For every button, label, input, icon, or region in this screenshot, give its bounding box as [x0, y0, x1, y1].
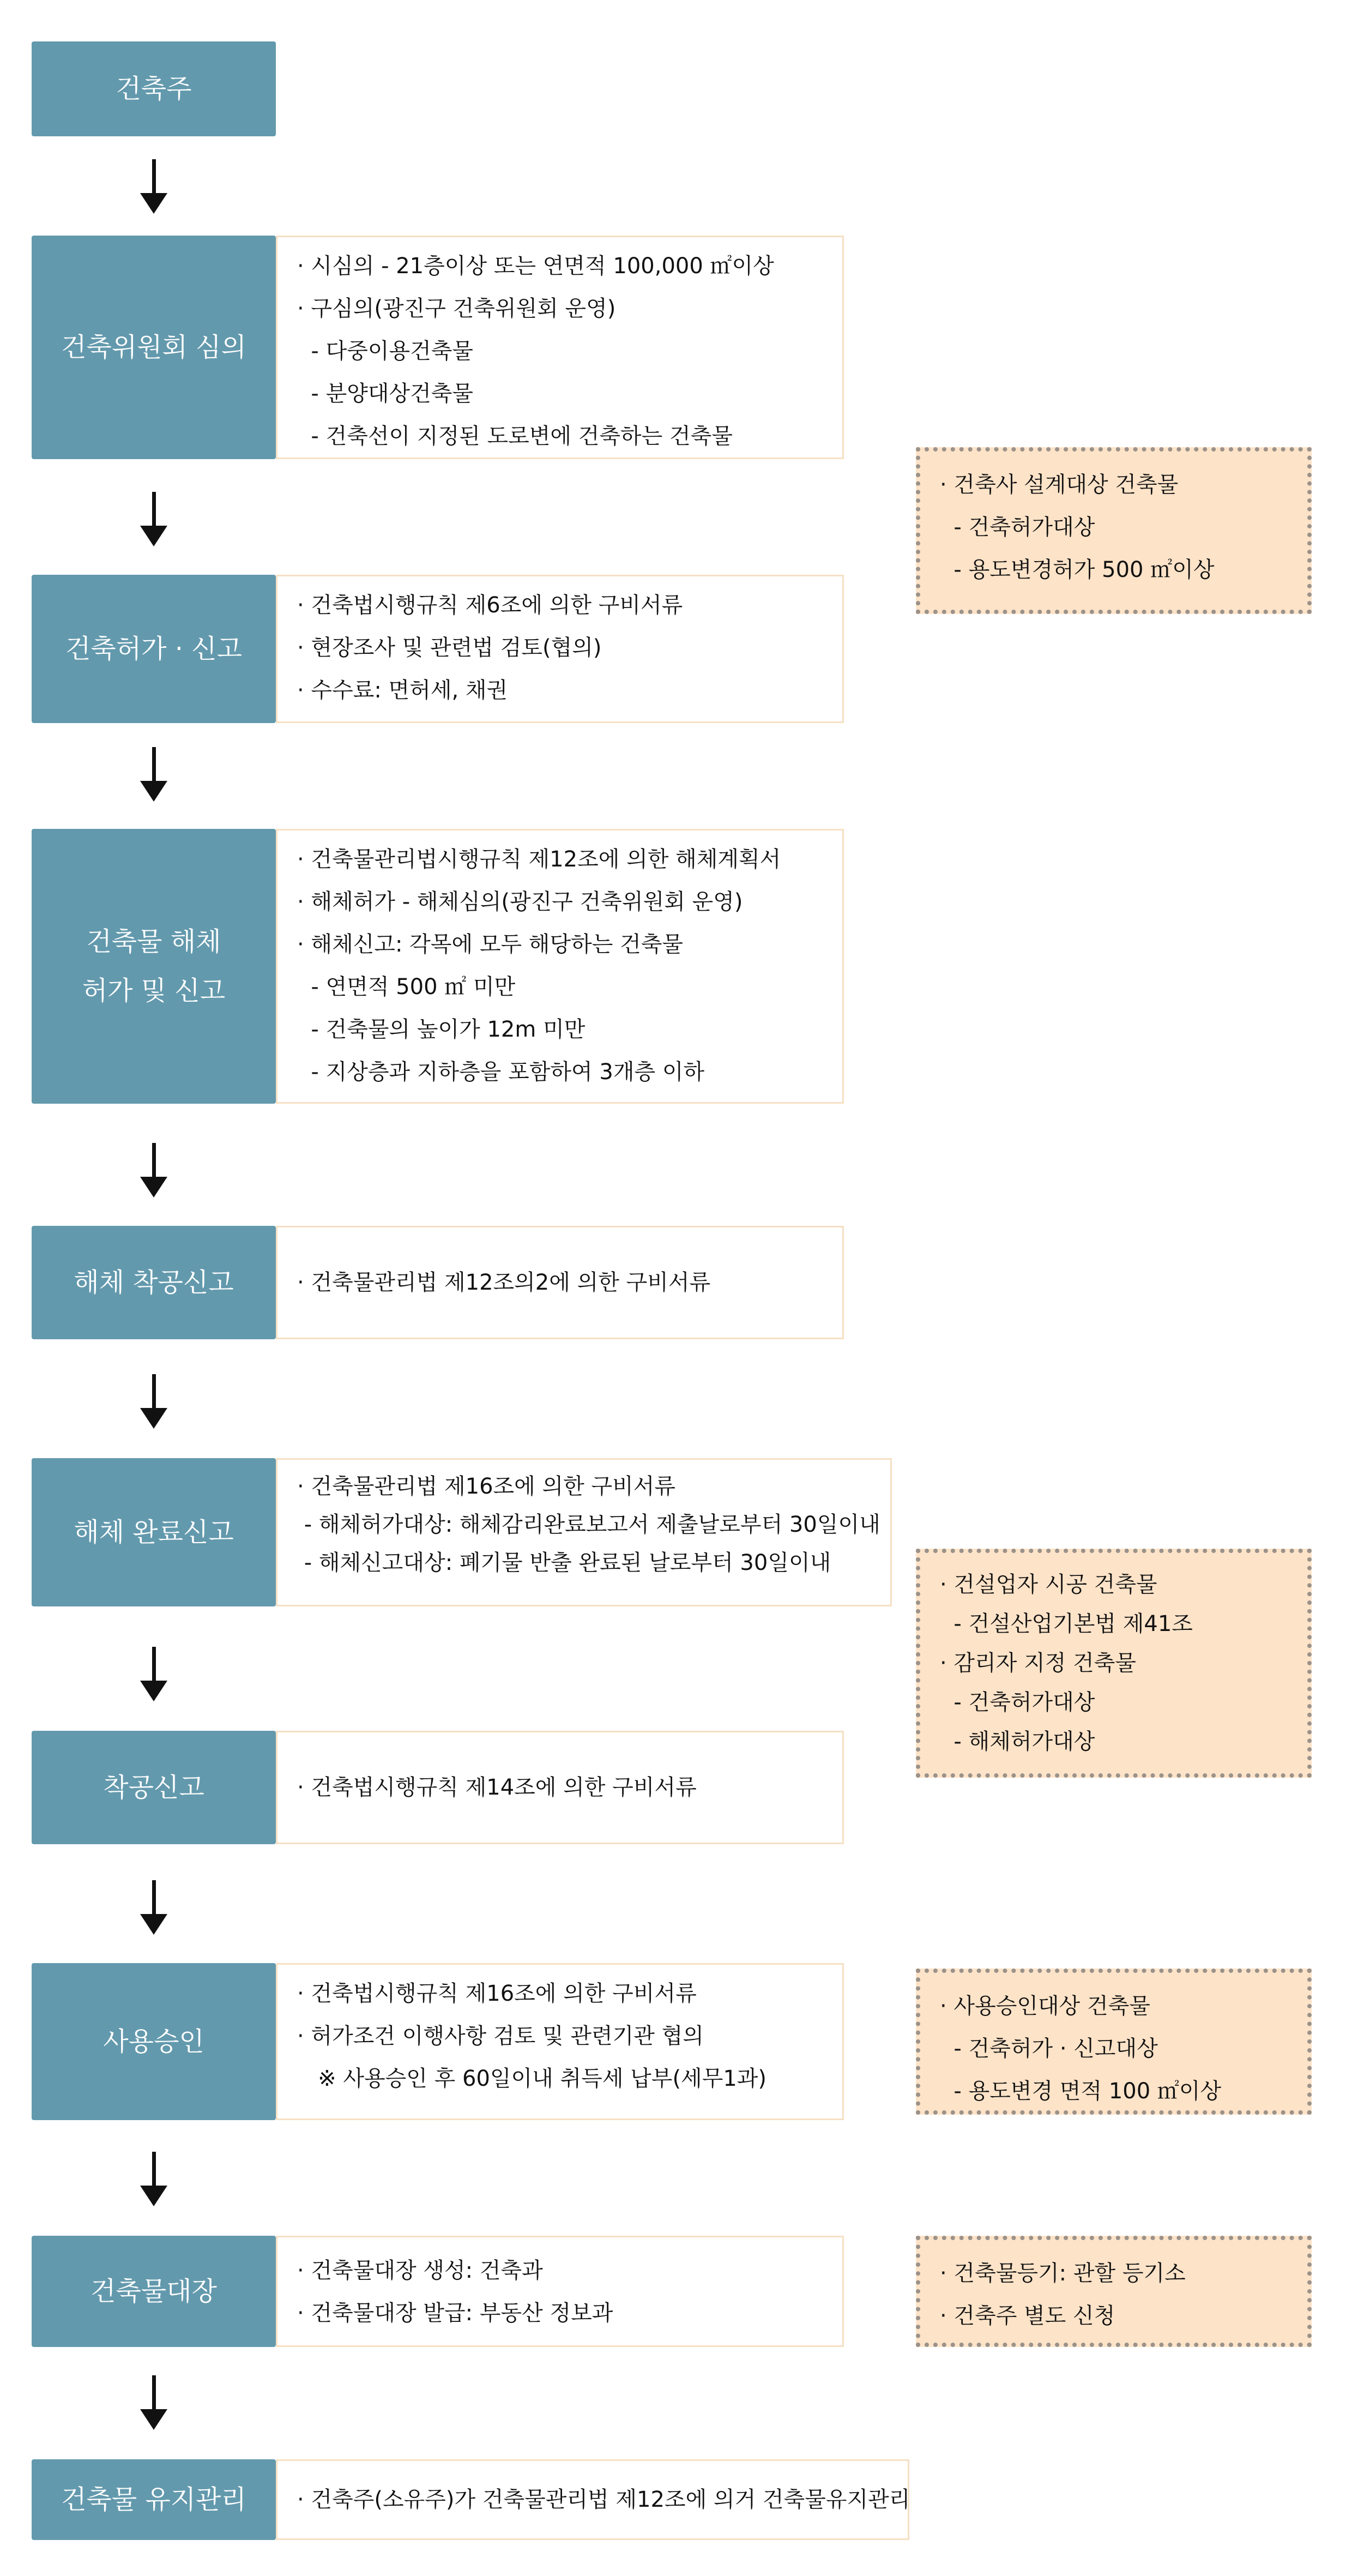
down-arrow-icon: [140, 1143, 167, 1197]
detail-line: - 건축물의 높이가 12m 미만: [297, 1017, 586, 1042]
step-label: 건축물 유지관리: [61, 2484, 246, 2515]
step-owner: [32, 41, 276, 136]
note-line: · 건축사 설계대상 건축물: [940, 472, 1179, 497]
detail-line: · 건축물대장 발급: 부동산 정보과: [297, 2301, 613, 2326]
step-label: 해체 착공신고: [74, 1267, 234, 1298]
detail-demolition-start: [276, 1226, 844, 1339]
step-committee-review: [32, 236, 276, 459]
detail-line: · 수수료: 면허세, 채권: [297, 678, 508, 703]
step-building-permit: [32, 575, 276, 723]
note-architect-design: [916, 447, 1312, 614]
detail-line: · 구심의(광진구 건축위원회 운영): [297, 296, 616, 321]
step-label: 건축물대장: [90, 2276, 217, 2307]
detail-line: · 건축물관리법시행규칙 제12조에 의한 해체계획서: [297, 847, 781, 872]
step-label: 건축물 해체: [86, 926, 221, 957]
step-label: 사용승인: [103, 2026, 204, 2057]
detail-line: · 건축법시행규칙 제14조에 의한 구비서류: [297, 1775, 697, 1800]
down-arrow-icon: [140, 1880, 167, 1935]
detail-maintenance: [276, 2459, 909, 2540]
down-arrow-icon: [140, 159, 167, 214]
note-line: - 건축허가대상: [940, 1690, 1095, 1715]
note-line: · 감리자 지정 건축물: [940, 1651, 1136, 1676]
detail-demolition-complete: [276, 1458, 892, 1606]
down-arrow-icon: [140, 1374, 167, 1429]
detail-line: - 연면적 500 ㎡ 미만: [297, 974, 516, 1000]
detail-construction-start: [276, 1731, 844, 1844]
down-arrow-icon: [140, 492, 167, 546]
detail-line: · 건축주(소유주)가 건축물관리법 제12조에 의거 건축물유지관리: [297, 2487, 910, 2512]
detail-line: · 해체허가 - 해체심의(광진구 건축위원회 운영): [297, 889, 743, 914]
detail-demolition-permit: [276, 829, 844, 1104]
note-line: - 건축허가 · 신고대상: [940, 2036, 1158, 2061]
step-label: 건축위원회 심의: [61, 332, 246, 363]
note-line: - 용도변경허가 500 ㎡이상: [940, 557, 1215, 582]
note-line: - 건축허가대상: [940, 515, 1095, 540]
step-building-register: [32, 2236, 276, 2347]
down-arrow-icon: [140, 1647, 167, 1701]
step-label: 해체 완료신고: [74, 1517, 234, 1548]
detail-line: ※ 사용승인 후 60일이내 취득세 납부(세무1과): [297, 2066, 767, 2091]
detail-line: - 건축선이 지정된 도로변에 건축하는 건축물: [297, 424, 733, 449]
note-line: - 해체허가대상: [940, 1729, 1095, 1754]
note-contractor-supervisor: [916, 1549, 1312, 1778]
step-label: 건축허가 · 신고: [65, 634, 242, 664]
step-construction-start: [32, 1731, 276, 1844]
step-label: 허가 및 신고: [82, 976, 226, 1006]
step-use-approval: [32, 1963, 276, 2120]
detail-line: - 분양대상건축물: [297, 381, 474, 406]
detail-line: · 해체신고: 각목에 모두 해당하는 건축물: [297, 932, 684, 957]
note-line: · 건설업자 시공 건축물: [940, 1572, 1157, 1597]
detail-line: · 건축법시행규칙 제16조에 의한 구비서류: [297, 1981, 697, 2006]
detail-line: · 허가조건 이행사항 검토 및 관련기관 협의: [297, 2024, 704, 2049]
detail-line: - 지상층과 지하층을 포함하여 3개층 이하: [297, 1060, 705, 1085]
down-arrow-icon: [140, 747, 167, 802]
detail-line: · 건축물관리법 제16조에 의한 구비서류: [297, 1474, 676, 1499]
step-label: 착공신고: [103, 1772, 204, 1803]
note-use-approval-target: [916, 1969, 1312, 2115]
down-arrow-icon: [140, 2375, 167, 2430]
detail-building-permit: [276, 575, 844, 723]
step-demolition-complete: [32, 1458, 276, 1606]
detail-use-approval: [276, 1963, 844, 2120]
down-arrow-icon: [140, 2152, 167, 2206]
note-line: - 건설산업기본법 제41조: [940, 1611, 1193, 1636]
detail-line: · 건축법시행규칙 제6조에 의한 구비서류: [297, 593, 683, 618]
note-line: · 건축주 별도 신청: [940, 2303, 1115, 2328]
detail-line: · 현장조사 및 관련법 검토(협의): [297, 635, 602, 660]
detail-line: - 해체허가대상: 해체감리완료보고서 제출날로부터 30일이내: [297, 1512, 880, 1537]
note-line: · 사용승인대상 건축물: [940, 1994, 1150, 2019]
note-line: - 용도변경 면적 100 ㎡이상: [940, 2079, 1222, 2104]
note-registration: [916, 2236, 1312, 2347]
step-maintenance: [32, 2459, 276, 2540]
detail-line: · 건축물대장 생성: 건축과: [297, 2258, 543, 2283]
detail-line: - 해체신고대상: 폐기물 반출 완료된 날로부터 30일이내: [297, 1550, 831, 1575]
note-line: · 건축물등기: 관할 등기소: [940, 2261, 1186, 2286]
detail-building-register: [276, 2236, 844, 2347]
step-label: 건축주: [116, 74, 192, 104]
detail-committee-review: [276, 236, 844, 459]
step-demolition-start: [32, 1226, 276, 1339]
detail-line: - 다중이용건축물: [297, 339, 474, 364]
step-demolition-permit: [32, 829, 276, 1104]
detail-line: · 시심의 - 21층이상 또는 연면적 100,000 ㎡이상: [297, 254, 774, 279]
detail-line: · 건축물관리법 제12조의2에 의한 구비서류: [297, 1270, 711, 1295]
